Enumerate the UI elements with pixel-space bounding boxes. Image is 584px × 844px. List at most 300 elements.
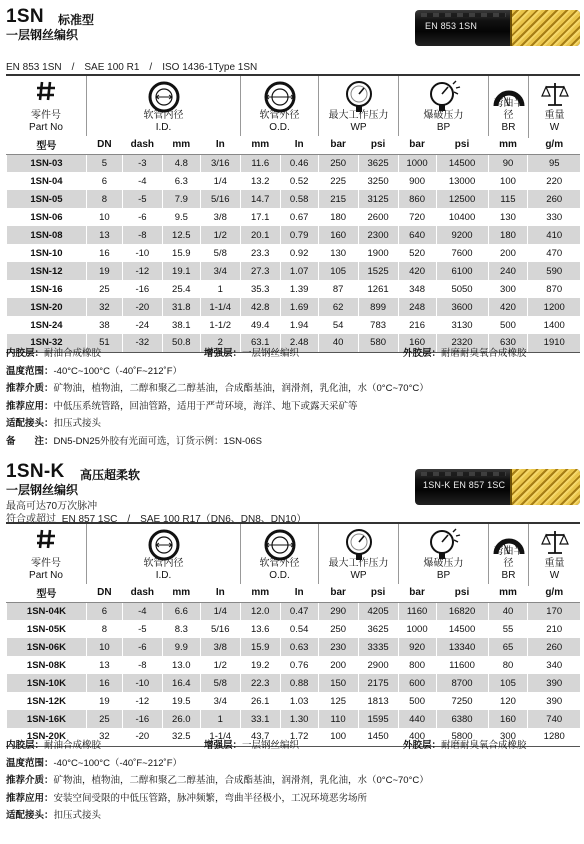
value-cell: 1000 [398, 154, 436, 172]
value-cell: 25 [86, 710, 122, 728]
weight-header [528, 76, 580, 138]
value-cell: 225 [318, 172, 358, 190]
unit-cell: mm [240, 584, 280, 602]
value-cell: 8 [86, 620, 122, 638]
outer-layer: 耐磨耐臭氧合成橡胶 [441, 740, 527, 751]
value-cell: 100 [318, 728, 358, 746]
value-cell: 1400 [528, 316, 580, 334]
value-cell: 42.8 [240, 298, 280, 316]
value-cell: 16.4 [162, 674, 200, 692]
hose-print: 1SN-K EN 857 1SC [423, 480, 506, 490]
value-cell: 9.5 [162, 208, 200, 226]
value-cell: 0.76 [280, 656, 318, 674]
fitting-type: 扣压式接头 [53, 810, 102, 821]
value-cell: 23.3 [240, 244, 280, 262]
value-cell: 6 [86, 602, 122, 620]
remark: DN5-DN25外胶有光面可选，订货示例：1SN-06S [53, 435, 263, 447]
standard-sae: SAE 100 R1 [84, 62, 140, 73]
value-cell: 210 [528, 620, 580, 638]
value-cell: 6380 [436, 710, 488, 728]
table-row [7, 620, 581, 638]
unit-cell: mm [488, 136, 528, 154]
value-cell: 7.9 [162, 190, 200, 208]
unit-cell: g/m [528, 136, 580, 154]
value-cell: -32 [122, 334, 162, 352]
table-row [7, 190, 581, 208]
value-cell: 120 [488, 692, 528, 710]
value-cell: 2900 [358, 656, 398, 674]
recommended-application: 安装空间受限的中低压管路，脉冲频繁，弯曲半径极小，工况环境恶劣场所 [53, 792, 368, 804]
standard-sae: SAE 100 R17（DN6、DN8、DN10） [140, 514, 307, 525]
product-subtitle: 高压超柔软 [80, 468, 141, 482]
part-number-cell: 1SN-20K [7, 728, 87, 746]
value-cell: 1900 [358, 244, 398, 262]
value-cell: 11600 [436, 656, 488, 674]
value-cell: 32 [86, 298, 122, 316]
value-cell: 420 [398, 262, 436, 280]
value-cell: 1.30 [280, 710, 318, 728]
value-cell: 6 [86, 172, 122, 190]
unit-cell: DN [86, 136, 122, 154]
outer-layer: 耐磨耐臭氧合成橡胶 [441, 348, 527, 359]
value-cell: 1.07 [280, 262, 318, 280]
unit-cell: bar [398, 584, 436, 602]
scale-icon [540, 80, 570, 114]
value-cell: 49.4 [240, 316, 280, 334]
value-cell: 6.3 [162, 172, 200, 190]
value-cell: 6100 [436, 262, 488, 280]
value-cell: -16 [122, 710, 162, 728]
inner-layer: 耐油合成橡胶 [44, 348, 102, 359]
value-cell: 250 [318, 620, 358, 638]
value-cell: 740 [528, 710, 580, 728]
value-cell: 13.6 [240, 620, 280, 638]
value-cell: 65 [488, 638, 528, 656]
value-cell: -5 [122, 620, 162, 638]
value-cell: 51 [86, 334, 122, 352]
value-cell: 22.3 [240, 674, 280, 692]
value-cell: 32 [86, 728, 122, 746]
product-layer: 一层钢丝编织 [6, 28, 79, 42]
value-cell: -4 [122, 172, 162, 190]
value-cell: 3/4 [200, 262, 240, 280]
part-number-cell: 1SN-04K [7, 602, 87, 620]
standards-line: EN 853 1SN / SAE 100 R1 / ISO 1436-1Type 1SN [6, 62, 258, 73]
table-row [7, 172, 581, 190]
value-cell: 19 [86, 262, 122, 280]
value-cell: 4205 [358, 602, 398, 620]
value-cell: -6 [122, 638, 162, 656]
value-cell: 80 [488, 656, 528, 674]
recommended-media: 矿物油，植物油，二醇和聚乙二醇基油，合成酯基油，润滑剂，乳化油，水（0°C~70°C） [53, 383, 429, 394]
value-cell: 260 [528, 638, 580, 656]
value-cell: 26.0 [162, 710, 200, 728]
header-label-cn: 软管内径 [143, 558, 184, 569]
value-cell: 2320 [436, 334, 488, 352]
value-cell: 0.67 [280, 208, 318, 226]
value-cell: 2300 [358, 226, 398, 244]
standards-prefix: 符合或超过 [6, 514, 56, 525]
header-label-en: WP [350, 122, 367, 133]
value-cell: 130 [318, 244, 358, 262]
value-cell: 600 [398, 674, 436, 692]
value-cell: 19.1 [162, 262, 200, 280]
value-cell: 7250 [436, 692, 488, 710]
part-number-cell: 1SN-08K [7, 656, 87, 674]
scale-icon [540, 528, 570, 562]
header-label-cn: 软管外径 [259, 110, 300, 121]
value-cell: 0.47 [280, 602, 318, 620]
value-cell: 220 [528, 172, 580, 190]
header-label-cn: 零件号 [31, 558, 61, 569]
value-cell: 3625 [358, 620, 398, 638]
value-cell: 580 [358, 334, 398, 352]
bend-radius-header [488, 76, 528, 138]
bend-radius-header [488, 524, 528, 586]
standard-en: EN 853 1SN [6, 62, 62, 73]
outer-diameter-header [240, 76, 318, 138]
header-label-cn: 弯曲半径 [493, 546, 524, 569]
value-cell: 216 [398, 316, 436, 334]
header-label-en: I.D. [155, 122, 172, 133]
weight-header [528, 524, 580, 586]
value-cell: 19.5 [162, 692, 200, 710]
value-cell: 15.9 [162, 244, 200, 262]
value-cell: 920 [398, 638, 436, 656]
reinforcement: 一层钢丝编织 [242, 348, 300, 359]
value-cell: 32.5 [162, 728, 200, 746]
unit-cell: In [200, 136, 240, 154]
unit-cell: dash [122, 584, 162, 602]
table-row [7, 602, 581, 620]
impulse-line: 最高可达70万次脉冲 [6, 501, 98, 512]
temperature-range: -40°C~100°C（-40˚F~212˚F） [53, 757, 183, 769]
value-cell: 180 [318, 208, 358, 226]
value-cell: 13.0 [162, 656, 200, 674]
table-row [7, 280, 581, 298]
part-number-cell: 1SN-10K [7, 674, 87, 692]
unit-cell: mm [162, 584, 200, 602]
value-cell: 390 [528, 692, 580, 710]
product-layer: 一层钢丝编织 [6, 483, 79, 497]
unit-cell: mm [488, 584, 528, 602]
value-cell: 150 [318, 674, 358, 692]
value-cell: 17.1 [240, 208, 280, 226]
value-cell: 40 [318, 334, 358, 352]
value-cell: 500 [488, 316, 528, 334]
standard-iso: ISO 1436-1Type 1SN [162, 62, 258, 73]
value-cell: 11.6 [240, 154, 280, 172]
value-cell: 300 [488, 728, 528, 746]
header-label-en: O.D. [269, 570, 290, 581]
value-cell: 2175 [358, 674, 398, 692]
value-cell: 105 [318, 262, 358, 280]
value-cell: 50.8 [162, 334, 200, 352]
fitting-type: 扣压式接头 [53, 418, 102, 429]
value-cell: 3600 [436, 298, 488, 316]
unit-cell: 型号 [7, 584, 87, 602]
value-cell: 1-1/2 [200, 316, 240, 334]
value-cell: 1160 [398, 602, 436, 620]
value-cell: 1910 [528, 334, 580, 352]
header-label-cn: 最大工作压力 [328, 110, 389, 121]
header-label-cn: 弯曲半径 [493, 98, 524, 121]
value-cell: 5050 [436, 280, 488, 298]
value-cell: 14500 [436, 154, 488, 172]
value-cell: 8.3 [162, 620, 200, 638]
value-cell: 105 [488, 674, 528, 692]
table-row [7, 298, 581, 316]
value-cell: 260 [528, 190, 580, 208]
value-cell: 1.72 [280, 728, 318, 746]
value-cell: 200 [488, 244, 528, 262]
unit-cell: bar [318, 136, 358, 154]
value-cell: 2600 [358, 208, 398, 226]
standards-line: 符合或超过 EN 857 1SC / SAE 100 R17（DN6、DN8、DN10） [6, 514, 307, 525]
table-row [7, 154, 581, 172]
standard-en: EN 857 1SC [61, 514, 118, 525]
working-pressure-header [318, 76, 398, 138]
unit-row [7, 136, 581, 154]
value-cell: 10 [86, 208, 122, 226]
value-cell: 12.5 [162, 226, 200, 244]
value-cell: 180 [488, 226, 528, 244]
unit-cell: psi [436, 136, 488, 154]
unit-cell: bar [398, 136, 436, 154]
value-cell: 410 [528, 226, 580, 244]
value-cell: 13340 [436, 638, 488, 656]
value-cell: 1000 [398, 620, 436, 638]
value-cell: 10400 [436, 208, 488, 226]
unit-cell: In [280, 136, 318, 154]
part-number-header [6, 524, 86, 586]
part-number-cell: 1SN-32 [7, 334, 87, 352]
value-cell: 630 [488, 334, 528, 352]
value-cell: 170 [528, 602, 580, 620]
notes-block: 内胶层：耐油合成橡胶 增强层：一层钢丝编织 外胶层：耐磨耐臭氧合成橡胶 温度范围：-40°C~100°C（-40˚F~212˚F） 推荐介质：矿物油，植物油，二醇和聚乙二醇基油，合成酯基油，润滑剂，乳化油，水（0°C~70°C） 推荐应用：安装空间受限的中低压管路，脉冲频繁，弯曲半径极小，工况环境恶劣场所 适配接头：扣压式接头 [6, 740, 527, 821]
notes-block: 内胶层：耐油合成橡胶 增强层：一层钢丝编织 外胶层：耐磨耐臭氧合成橡胶 温度范围：-40°C~100°C（-40˚F~212˚F） 推荐介质：矿物油，植物油，二醇和聚乙二醇基油，合成酯基油，润滑剂，乳化油，水（0°C~70°C） 推荐应用：中低压系统管路，回油管路，适用于严苛环境，海洋、地下或露天采矿等 适配接头：扣压式接头 备 注：DN5-DN25外胶有光面可选，订货示例：1SN-06S [6, 348, 527, 447]
value-cell: 900 [398, 172, 436, 190]
value-cell: 0.63 [280, 638, 318, 656]
value-cell: 440 [398, 710, 436, 728]
value-cell: 783 [358, 316, 398, 334]
table-row [7, 244, 581, 262]
value-cell: 330 [528, 208, 580, 226]
value-cell: 160 [398, 334, 436, 352]
value-cell: 860 [398, 190, 436, 208]
unit-cell: 型号 [7, 136, 87, 154]
header-label-en: Part No [29, 570, 63, 581]
value-cell: 125 [318, 692, 358, 710]
value-cell: 3/16 [200, 154, 240, 172]
part-number-cell: 1SN-10 [7, 244, 87, 262]
value-cell: 470 [528, 244, 580, 262]
value-cell: 62 [318, 298, 358, 316]
part-number-cell: 1SN-06K [7, 638, 87, 656]
value-cell: 25 [86, 280, 122, 298]
value-cell: -10 [122, 674, 162, 692]
value-cell: 3/8 [200, 638, 240, 656]
header-label-en: BR [501, 122, 516, 133]
unit-cell: dash [122, 136, 162, 154]
value-cell: 3130 [436, 316, 488, 334]
header-label-cn: 最大工作压力 [328, 558, 389, 569]
header-label-cn: 爆破压力 [423, 558, 464, 569]
value-cell: 40 [488, 602, 528, 620]
value-cell: 340 [528, 656, 580, 674]
value-cell: 9200 [436, 226, 488, 244]
unit-row [7, 584, 581, 602]
header-label-cn: 零件号 [31, 110, 61, 121]
value-cell: 5 [86, 154, 122, 172]
value-cell: -24 [122, 316, 162, 334]
value-cell: 1200 [528, 298, 580, 316]
header-label-en: I.D. [155, 570, 172, 581]
value-cell: 43.7 [240, 728, 280, 746]
unit-cell: mm [240, 136, 280, 154]
outer-diameter-header [240, 524, 318, 586]
value-cell: 4.8 [162, 154, 200, 172]
value-cell: 640 [398, 226, 436, 244]
value-cell: 95 [528, 154, 580, 172]
part-number-cell: 1SN-16 [7, 280, 87, 298]
header-label-cn: 爆破压力 [423, 110, 464, 121]
value-cell: 1.03 [280, 692, 318, 710]
unit-cell: In [280, 584, 318, 602]
unit-cell: mm [162, 136, 200, 154]
header-label-en: BR [501, 570, 516, 581]
value-cell: 5/8 [200, 674, 240, 692]
spec-table [6, 584, 580, 747]
value-cell: -5 [122, 190, 162, 208]
value-cell: 16820 [436, 602, 488, 620]
value-cell: 0.54 [280, 620, 318, 638]
value-cell: 0.52 [280, 172, 318, 190]
value-cell: 250 [318, 154, 358, 172]
unit-cell: psi [436, 584, 488, 602]
value-cell: 215 [318, 190, 358, 208]
part-number-cell: 1SN-03 [7, 154, 87, 172]
value-cell: 3250 [358, 172, 398, 190]
value-cell: -20 [122, 728, 162, 746]
unit-cell: g/m [528, 584, 580, 602]
burst-pressure-header [398, 76, 488, 138]
header-label-en: WP [350, 570, 367, 581]
value-cell: 26.1 [240, 692, 280, 710]
braid-fitting [510, 469, 580, 505]
value-cell: 15.9 [240, 638, 280, 656]
header-label-en: O.D. [269, 122, 290, 133]
table-row [7, 656, 581, 674]
value-cell: -16 [122, 280, 162, 298]
header-label-cn: 重量 [544, 558, 565, 569]
header-label-en: BP [436, 570, 451, 581]
value-cell: -12 [122, 262, 162, 280]
value-cell: 1-1/4 [200, 728, 240, 746]
value-cell: 110 [318, 710, 358, 728]
value-cell: 3/8 [200, 208, 240, 226]
header-label-en: W [549, 570, 560, 581]
value-cell: 400 [398, 728, 436, 746]
value-cell: 20.1 [240, 226, 280, 244]
value-cell: -8 [122, 226, 162, 244]
value-cell: 5/8 [200, 244, 240, 262]
value-cell: 5/16 [200, 620, 240, 638]
value-cell: 200 [318, 656, 358, 674]
table-row [7, 262, 581, 280]
value-cell: 115 [488, 190, 528, 208]
value-cell: 290 [318, 602, 358, 620]
value-cell: 300 [488, 280, 528, 298]
value-cell: 55 [488, 620, 528, 638]
header-label-cn: 软管内径 [143, 110, 184, 121]
value-cell: 3125 [358, 190, 398, 208]
spec-table [6, 136, 580, 353]
value-cell: 38.1 [162, 316, 200, 334]
value-cell: -3 [122, 154, 162, 172]
value-cell: 1280 [528, 728, 580, 746]
inner-diameter-header [86, 76, 240, 138]
table-header [6, 74, 580, 136]
value-cell: 90 [488, 154, 528, 172]
value-cell: 19.2 [240, 656, 280, 674]
table-row [7, 638, 581, 656]
part-number-cell: 1SN-05 [7, 190, 87, 208]
unit-cell: psi [358, 136, 398, 154]
value-cell: 1/2 [200, 226, 240, 244]
part-number-cell: 1SN-05K [7, 620, 87, 638]
value-cell: 390 [528, 674, 580, 692]
value-cell: 870 [528, 280, 580, 298]
value-cell: 899 [358, 298, 398, 316]
value-cell: 130 [488, 208, 528, 226]
header-label-cn: 软管外径 [259, 558, 300, 569]
value-cell: 6.6 [162, 602, 200, 620]
value-cell: 25.4 [162, 280, 200, 298]
value-cell: 3/4 [200, 692, 240, 710]
value-cell: 16 [86, 674, 122, 692]
product-title: 1SN [6, 6, 44, 27]
part-number-cell: 1SN-04 [7, 172, 87, 190]
value-cell: 0.92 [280, 244, 318, 262]
value-cell: 5/16 [200, 190, 240, 208]
hose-image [415, 10, 580, 46]
value-cell: -6 [122, 208, 162, 226]
value-cell: 9.9 [162, 638, 200, 656]
value-cell: -10 [122, 244, 162, 262]
value-cell: 10 [86, 638, 122, 656]
value-cell: 160 [318, 226, 358, 244]
value-cell: 0.46 [280, 154, 318, 172]
value-cell: 8700 [436, 674, 488, 692]
header-label-en: BP [436, 122, 451, 133]
braid-fitting [510, 10, 580, 46]
value-cell: 590 [528, 262, 580, 280]
value-cell: 1/4 [200, 172, 240, 190]
value-cell: 500 [398, 692, 436, 710]
value-cell: 5800 [436, 728, 488, 746]
value-cell: 520 [398, 244, 436, 262]
part-number-cell: 1SN-08 [7, 226, 87, 244]
value-cell: -20 [122, 298, 162, 316]
value-cell: 348 [398, 280, 436, 298]
recommended-media: 矿物油，植物油，二醇和聚乙二醇基油，合成酯基油，润滑剂，乳化油，水（0°C~70°C） [53, 775, 429, 786]
value-cell: 1525 [358, 262, 398, 280]
value-cell: 1/2 [200, 656, 240, 674]
value-cell: 1.69 [280, 298, 318, 316]
value-cell: 0.58 [280, 190, 318, 208]
part-number-cell: 1SN-06 [7, 208, 87, 226]
